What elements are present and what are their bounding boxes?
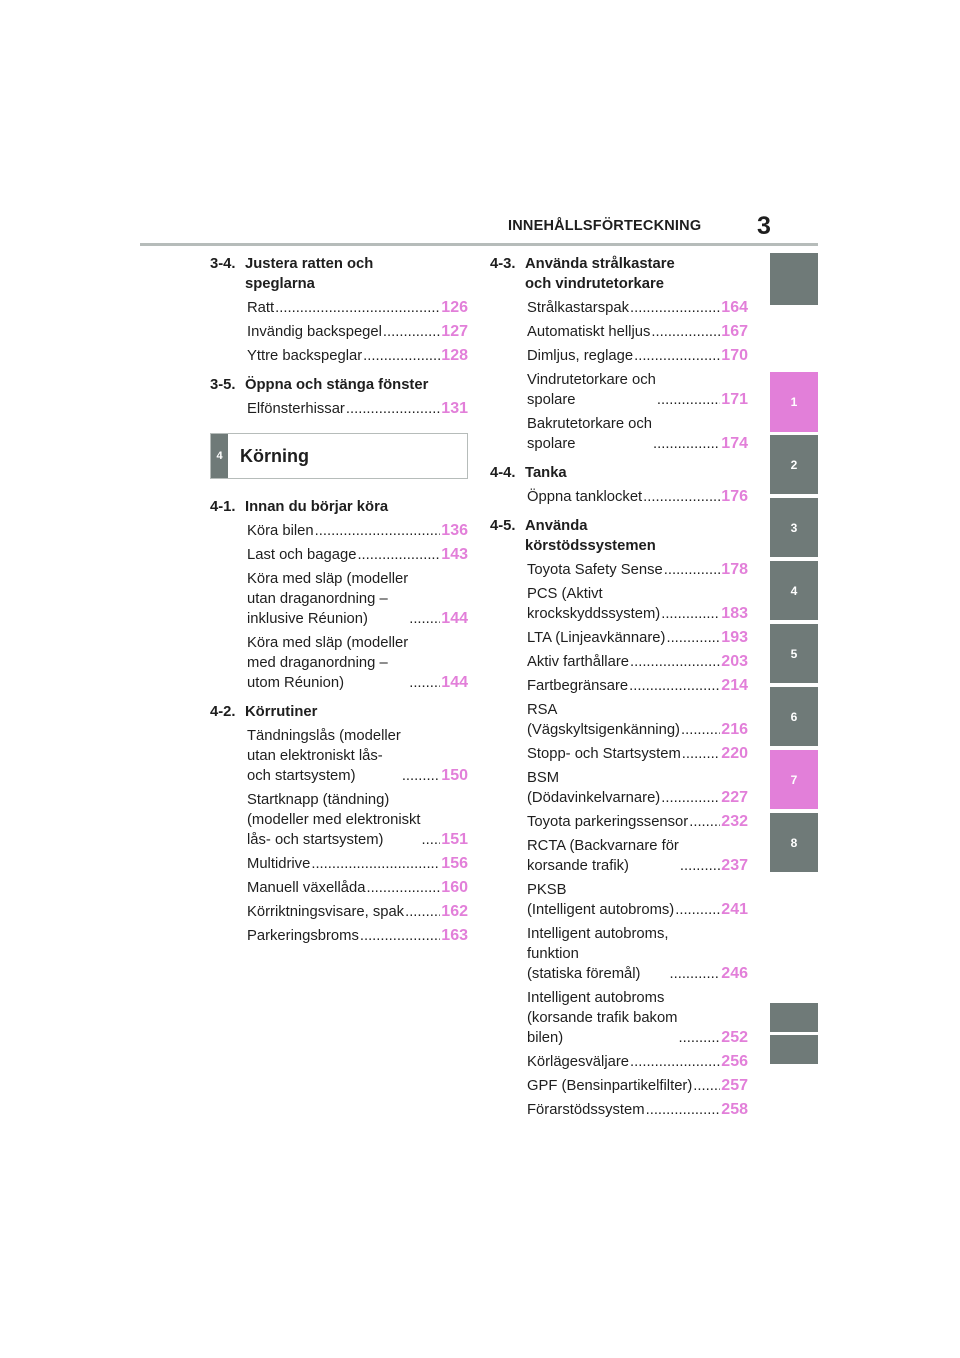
toc-entry-label: Dimljus, reglage xyxy=(527,348,634,364)
toc-entry-label: Startknapp (tändning) (modeller med elektroniskt lås- och startsystem) xyxy=(247,792,421,848)
toc-page-link[interactable]: 160 xyxy=(441,879,468,896)
toc-entry-label: Last och bagage xyxy=(247,547,357,563)
section-title: Använda strålkastare och vindrutetorkare xyxy=(525,256,675,292)
dot-leader xyxy=(422,830,441,850)
toc-entry-label: Automatiskt helljus xyxy=(527,324,651,340)
tab-chapter-2[interactable]: 2 xyxy=(770,435,818,494)
toc-section-heading xyxy=(210,375,468,395)
dot-leader xyxy=(366,878,440,898)
toc-entry-label: Körriktningsvisare, spak xyxy=(247,904,405,920)
dot-leader xyxy=(357,545,440,565)
section-number: 4-5. xyxy=(490,518,516,534)
toc-entry-label: RSA (Vägskyltsigenkänning) xyxy=(527,702,680,738)
toc-page-link[interactable]: 156 xyxy=(441,855,468,872)
toc-entry-label: Multidrive xyxy=(247,856,311,872)
dot-leader xyxy=(664,560,721,580)
toc-left-sections-chapter xyxy=(210,497,468,946)
toc-entry-label: Köra bilen xyxy=(247,523,314,539)
toc-page-link[interactable]: 162 xyxy=(441,903,468,920)
toc-page-link[interactable]: 257 xyxy=(721,1077,748,1094)
toc-page-link[interactable]: 174 xyxy=(721,435,748,452)
toc-page-link[interactable]: 126 xyxy=(441,299,468,316)
page-number: 3 xyxy=(757,212,771,240)
dot-leader xyxy=(675,900,720,920)
toc-entry[interactable] xyxy=(527,1100,748,1120)
toc-entry[interactable] xyxy=(527,370,748,410)
toc-entry[interactable] xyxy=(527,652,748,672)
toc-entry[interactable] xyxy=(527,1076,748,1096)
section-number: 4-4. xyxy=(490,465,516,481)
toc-entry-label: Intelligent autobroms (korsande trafik bakom bilen) xyxy=(527,990,678,1046)
toc-entry-label: Köra med släp (modeller utan draganordning – inklusive Réunion) xyxy=(247,571,409,627)
toc-entry[interactable] xyxy=(527,346,748,366)
toc-page-link[interactable]: 183 xyxy=(721,605,748,622)
toc-entry[interactable] xyxy=(527,322,748,342)
toc-page-link[interactable]: 246 xyxy=(721,965,748,982)
toc-page-link[interactable]: 232 xyxy=(721,813,748,830)
dot-leader xyxy=(643,487,720,507)
chapter-tabs xyxy=(770,0,818,1358)
tab-chapter-3[interactable]: 3 xyxy=(770,498,818,557)
tab-chapter-6[interactable]: 6 xyxy=(770,687,818,746)
section-title: Körrutiner xyxy=(245,704,318,720)
toc-entry[interactable] xyxy=(247,878,468,898)
toc-page-link[interactable]: 216 xyxy=(721,721,748,738)
toc-entry-label: Toyota parkeringssensor xyxy=(527,814,689,830)
toc-page-link[interactable]: 220 xyxy=(721,745,748,762)
toc-page-link[interactable]: 193 xyxy=(721,629,748,646)
toc-entry-label: Stopp- och Startsystem xyxy=(527,746,681,762)
toc-entry-label: Tändningslås (modeller utan elektroniskt lås- och startsystem) xyxy=(247,728,401,784)
dot-leader xyxy=(669,964,720,984)
toc-page-link[interactable]: 252 xyxy=(721,1029,748,1046)
toc-page-link[interactable]: 170 xyxy=(721,347,748,364)
dot-leader xyxy=(629,676,720,696)
section-number: 4-1. xyxy=(210,499,236,515)
toc-page-link[interactable]: 127 xyxy=(441,323,468,340)
toc-entry-label: GPF (Bensinpartikelfilter) xyxy=(527,1078,693,1094)
toc-section-heading xyxy=(490,254,748,294)
toc-entry-label: Aktiv farthållare xyxy=(527,654,629,670)
toc-entry-label: Yttre backspeglar xyxy=(247,348,363,364)
toc-entry[interactable] xyxy=(527,584,748,624)
toc-page-link[interactable]: 144 xyxy=(441,674,468,691)
toc-entry[interactable] xyxy=(527,298,748,318)
toc-entry-label: Körlägesväljare xyxy=(527,1054,629,1070)
dot-leader xyxy=(651,322,720,342)
toc-entry[interactable] xyxy=(527,880,748,920)
toc-entry[interactable] xyxy=(247,569,468,629)
toc-entry[interactable] xyxy=(247,521,468,541)
section-title: Tanka xyxy=(525,465,567,481)
dot-leader xyxy=(409,609,440,629)
toc-entry-label: Förarstödssystem xyxy=(527,1102,645,1118)
dot-leader xyxy=(630,652,720,672)
toc-page-link[interactable]: 151 xyxy=(441,831,468,848)
chapter-heading xyxy=(210,433,468,479)
dot-leader xyxy=(402,766,440,786)
toc-page-link[interactable]: 144 xyxy=(441,610,468,627)
toc-entry[interactable] xyxy=(527,988,748,1048)
toc-entry-label: Öppna tanklocket xyxy=(527,489,643,505)
chapter-number: 4 xyxy=(211,434,228,478)
toc-section-heading xyxy=(210,497,468,517)
toc-page-link[interactable]: 150 xyxy=(441,767,468,784)
toc-column-left xyxy=(210,254,468,946)
toc-entry-label: Manuell växellåda xyxy=(247,880,366,896)
toc-section-heading xyxy=(210,254,468,294)
toc-page-link[interactable]: 256 xyxy=(721,1053,748,1070)
toc-page-link[interactable]: 163 xyxy=(441,927,468,944)
toc-entry[interactable] xyxy=(247,298,468,318)
toc-page-link[interactable]: 178 xyxy=(721,561,748,578)
toc-entry[interactable] xyxy=(247,790,468,850)
toc-entry-label: Elfönsterhissar xyxy=(247,401,345,417)
toc-entry-label: RCTA (Backvarnare för korsande trafik) xyxy=(527,838,679,874)
dot-leader xyxy=(666,628,720,648)
toc-entry-label: Invändig backspegel xyxy=(247,324,382,340)
toc-page-link[interactable]: 176 xyxy=(721,488,748,505)
dot-leader xyxy=(275,298,440,318)
toc-page-link[interactable]: 227 xyxy=(721,789,748,806)
toc-entry[interactable] xyxy=(247,322,468,342)
toc-entry[interactable] xyxy=(527,1052,748,1072)
dot-leader xyxy=(630,1052,720,1072)
toc-entry[interactable] xyxy=(527,414,748,454)
section-number: 4-3. xyxy=(490,256,516,272)
toc-entry-label: BSM (Dödavinkelvarnare) xyxy=(527,770,661,806)
toc-entry-label: Vindrutetorkare och spolare xyxy=(527,372,656,408)
toc-page-link[interactable]: 237 xyxy=(721,857,748,874)
toc-entry-label: LTA (Linjeavkännare) xyxy=(527,630,666,646)
tab-chapter-7[interactable]: 7 xyxy=(770,750,818,809)
toc-entry[interactable] xyxy=(247,726,468,786)
toc-entry[interactable] xyxy=(247,854,468,874)
section-title: Använda körstödssystemen xyxy=(525,518,656,554)
toc-section-heading xyxy=(210,702,468,722)
toc-entry[interactable] xyxy=(527,836,748,876)
section-title: Justera ratten och speglarna xyxy=(245,256,374,292)
header-divider xyxy=(140,243,818,246)
toc-left-sections xyxy=(210,254,468,419)
dot-leader xyxy=(315,521,441,541)
dot-leader xyxy=(630,298,720,318)
toc-entry[interactable] xyxy=(527,676,748,696)
toc-page-link[interactable]: 203 xyxy=(721,653,748,670)
tab-chapter-8[interactable]: 8 xyxy=(770,813,818,872)
dot-leader xyxy=(689,812,720,832)
toc-entry-label: Toyota Safety Sense xyxy=(527,562,663,578)
toc-entry-label: Ratt xyxy=(247,300,275,316)
tab-chapter-5[interactable]: 5 xyxy=(770,624,818,683)
dot-leader xyxy=(409,673,440,693)
tab-chapter-1[interactable]: 1 xyxy=(770,372,818,432)
dot-leader xyxy=(634,346,720,366)
toc-page-link[interactable]: 143 xyxy=(441,546,468,563)
toc-entry[interactable] xyxy=(247,633,468,693)
toc-entry-label: PKSB (Intelligent autobroms) xyxy=(527,882,675,918)
toc-entry[interactable] xyxy=(527,924,748,984)
toc-entry[interactable] xyxy=(247,545,468,565)
dot-leader xyxy=(682,744,721,764)
toc-right-sections xyxy=(490,254,748,1120)
toc-entry[interactable] xyxy=(247,926,468,946)
header-title: INNEHÅLLSFÖRTECKNING xyxy=(508,218,702,234)
dot-leader xyxy=(661,788,720,808)
dot-leader xyxy=(646,1100,721,1120)
section-title: Öppna och stänga fönster xyxy=(245,377,429,393)
toc-entry[interactable] xyxy=(527,768,748,808)
toc-page-link[interactable]: 131 xyxy=(441,400,468,417)
toc-page-link[interactable]: 164 xyxy=(721,299,748,316)
toc-entry[interactable] xyxy=(527,812,748,832)
toc-page-link[interactable]: 167 xyxy=(721,323,748,340)
toc-page-link[interactable]: 241 xyxy=(721,901,748,918)
dot-leader xyxy=(693,1076,720,1096)
dot-leader xyxy=(680,856,720,876)
toc-entry-label: Intelligent autobroms, funktion (statiska föremål) xyxy=(527,926,669,982)
toc-entry-label: PCS (Aktivt krockskyddssystem) xyxy=(527,586,661,622)
toc-page-link[interactable]: 128 xyxy=(441,347,468,364)
dot-leader xyxy=(346,399,440,419)
toc-entry[interactable] xyxy=(527,487,748,507)
dot-leader xyxy=(383,322,440,342)
toc-entry-label: Parkeringsbroms xyxy=(247,928,359,944)
dot-leader xyxy=(679,1028,721,1048)
toc-section-heading xyxy=(490,516,748,556)
dot-leader xyxy=(363,346,440,366)
toc-entry-label: Fartbegränsare xyxy=(527,678,629,694)
toc-section-heading xyxy=(490,463,748,483)
section-number: 3-4. xyxy=(210,256,236,272)
dot-leader xyxy=(360,926,440,946)
dot-leader xyxy=(661,604,720,624)
toc-entry-label: Köra med släp (modeller med draganordning – utom Réunion) xyxy=(247,635,409,691)
toc-entry-label: Bakrutetorkare och spolare xyxy=(527,416,653,452)
dot-leader xyxy=(653,434,720,454)
dot-leader xyxy=(405,902,440,922)
tab-blank-index-1[interactable] xyxy=(770,1003,818,1032)
tab-blank-top[interactable] xyxy=(770,253,818,305)
toc-page-link[interactable]: 214 xyxy=(721,677,748,694)
toc-column-right xyxy=(490,254,748,1120)
toc-entry[interactable] xyxy=(527,628,748,648)
toc-page-link[interactable]: 171 xyxy=(721,391,748,408)
toc-entry[interactable] xyxy=(247,902,468,922)
toc-entry[interactable] xyxy=(247,399,468,419)
tab-blank-index-2[interactable] xyxy=(770,1035,818,1064)
toc-page-link[interactable]: 136 xyxy=(441,522,468,539)
chapter-title: Körning xyxy=(240,446,309,466)
tab-chapter-4[interactable]: 4 xyxy=(770,561,818,620)
section-title: Innan du börjar köra xyxy=(245,499,389,515)
dot-leader xyxy=(681,720,720,740)
dot-leader xyxy=(657,390,720,410)
toc-entry[interactable] xyxy=(527,744,748,764)
toc-entry-label: Strålkastarspak xyxy=(527,300,629,316)
toc-entry[interactable] xyxy=(527,700,748,740)
toc-entry[interactable] xyxy=(527,560,748,580)
section-number: 4-2. xyxy=(210,704,236,720)
toc-page-link[interactable]: 258 xyxy=(721,1101,748,1118)
section-number: 3-5. xyxy=(210,377,236,393)
toc-entry[interactable] xyxy=(247,346,468,366)
dot-leader xyxy=(311,854,440,874)
